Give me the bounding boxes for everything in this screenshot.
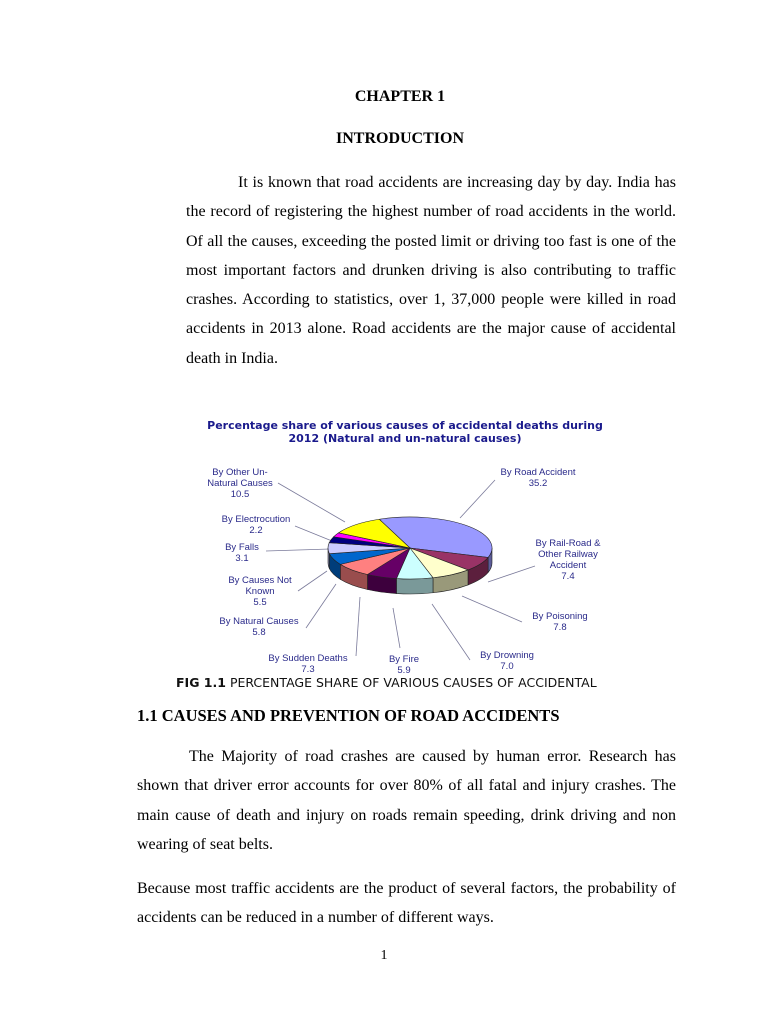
figure-caption: [176, 675, 597, 690]
label-poisoning: By Poisoning 7.8: [532, 611, 588, 633]
chapter-title: INTRODUCTION: [335, 130, 464, 147]
leader-sudden: [356, 597, 360, 656]
label-other-unnatural: By Other Un-Natural Causes 10.5: [207, 467, 273, 500]
label-natural-causes: By Natural Causes 5.8: [219, 616, 299, 638]
section-paragraph-1: The Majority of road crashes are caused by human error. Research has shown that driver error accounts for over 80% of all fatal and injury crashes. The main cause of death and injury on roads remain speeding, drink driving and non wearing of seat belts.: [137, 748, 676, 853]
section-heading: 1.1 CAUSES AND PREVENTION OF ROAD ACCIDENTS: [137, 706, 560, 725]
label-falls: By Falls 3.1: [225, 542, 259, 564]
label-rail-road: By Rail-Road & Other Railway Accident 7.4: [535, 538, 601, 582]
label-electrocution: By Electrocution 2.2: [221, 514, 291, 536]
leader-fire: [393, 608, 400, 648]
pie-slice-side: [396, 578, 433, 594]
label-causes-not-known: By Causes Not Known 5.5: [228, 575, 292, 608]
chapter-label: CHAPTER 1: [354, 88, 446, 105]
section-paragraph-2: Because most traffic accidents are the product of several factors, the probability of accidents can be reduced in a number of different ways.: [137, 880, 676, 927]
label-fire: By Fire 5.9: [388, 654, 420, 676]
label-sudden-deaths: By Sudden Deaths 7.3: [268, 653, 348, 675]
chart-title-line-2: 2012 (Natural and un-natural causes): [288, 431, 522, 445]
label-road-accident: By Road Accident 35.2: [500, 467, 576, 489]
leader-notknown: [298, 571, 327, 591]
chart-title-line-1: Percentage share of various causes of accidental deaths during: [207, 419, 603, 432]
figure-number: FIG 1.1: [176, 675, 226, 690]
label-drowning: By Drowning 7.0: [480, 650, 534, 672]
figure-caption-text: PERCENTAGE SHARE OF VARIOUS CAUSES OF ACCIDENTAL: [229, 675, 597, 690]
page-number: 1: [380, 948, 388, 963]
intro-paragraph: It is known that road accidents are increasing day by day. India has the record of registering the highest number of road accidents in the world. Of all the causes, exceeding the posted limit or driving too fast is one of the most important factors and drunken driving is also contributing to traffic crashes. According to statistics, over 1, 37,000 people were killed in road accidents in 2013 alone. Road accidents are the major cause of accidental death in India.: [186, 174, 676, 367]
